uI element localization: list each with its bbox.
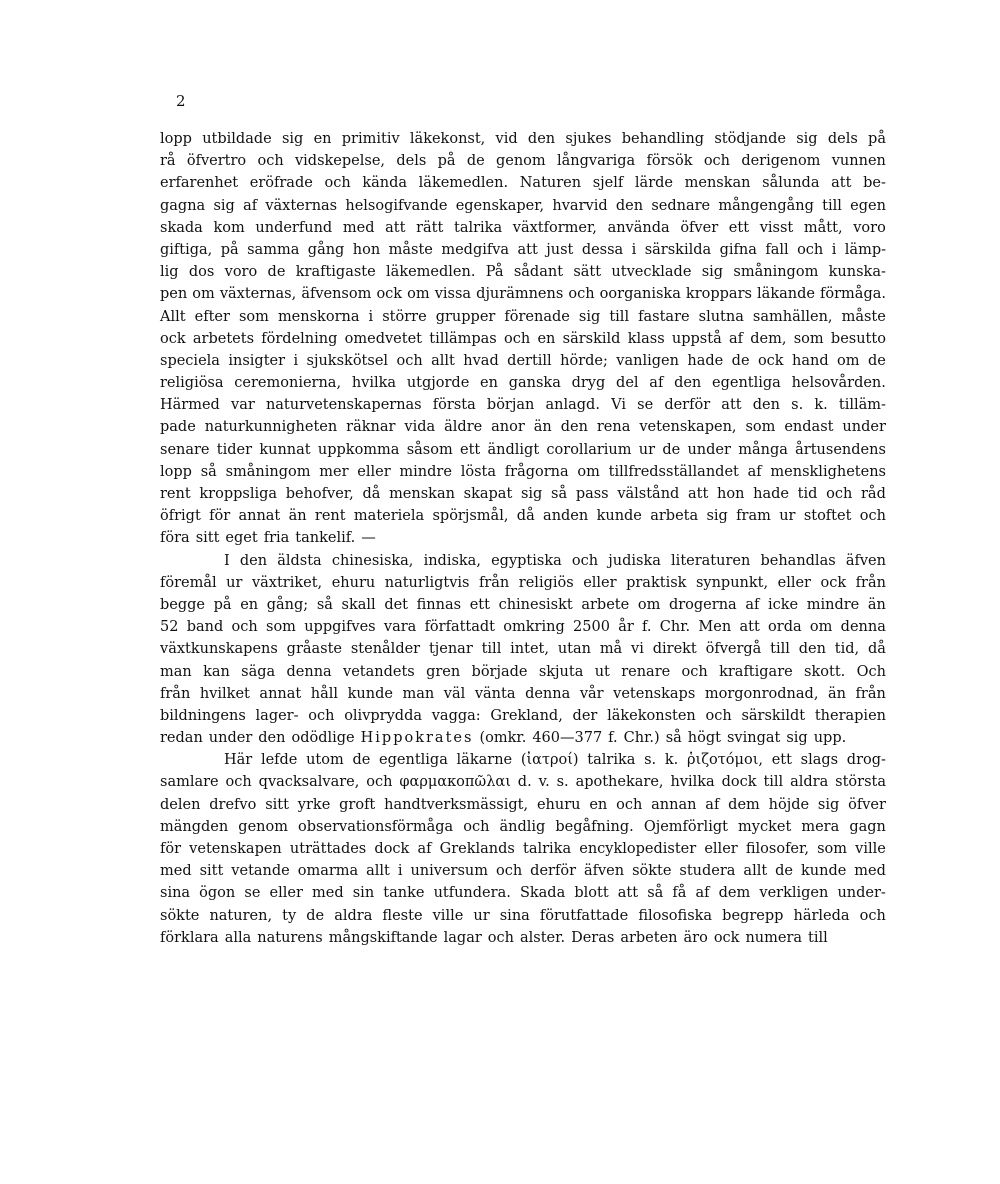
- text-line: delen drefvo sitt yrke groft handtverksmässigt, ehuru en och annan af dem höjde sig öfver: [160, 796, 886, 813]
- text-line: förklara alla naturens mångskiftande lagar och alster. Deras arbeten äro ock numera till: [160, 929, 828, 946]
- text-line: rå öfvertro och vidskepelse, dels på de genom långvariga försök och derigenom vunnen: [160, 153, 886, 170]
- text-line: ock arbetets fördelning omedvetet tillämpas och en särskild klass uppstå af dem, som besutto: [160, 330, 886, 347]
- text-line: giftiga, på samma gång hon måste medgifva att just dessa i särskilda gifna fall och i lämp-: [160, 241, 886, 258]
- text-line: Allt efter som menskorna i större grupper förenade sig till fastare slutna samhällen, måste: [160, 308, 886, 325]
- text-line: från hvilket annat håll kunde man väl vänta denna vår vetenskaps morgonrodnad, än från: [160, 685, 886, 702]
- text-line: religiösa ceremonierna, hvilka utgjorde en ganska dryg del af den egentliga helsovården.: [160, 375, 886, 392]
- text-body: [160, 128, 886, 949]
- text-line: med sitt vetande omarma allt i universum och derför äfven sökte studera allt de kunde med: [160, 863, 886, 880]
- text-line: öfrigt för annat än rent materiela spörjsmål, då anden kunde arbeta sig fram ur stoftet och: [160, 508, 886, 525]
- text-line: speciela insigter i sjukskötsel och allt hvad dertill hörde; vanligen hade de ock hand om de: [160, 352, 886, 369]
- paragraph-2: [160, 550, 886, 750]
- text-line: föremål ur växtriket, ehuru naturligtvis från religiös eller praktisk synpunkt, eller ock från: [160, 574, 886, 591]
- text-line: lopp utbildade sig en primitiv läkekonst, vid den sjukes behandling stödjande sig dels på: [160, 131, 886, 147]
- text-line: Här lefde utom de egentliga läkarne (ἰατροί) talrika s. k. ῥιζοτόμοι, ett slags drog-: [224, 752, 886, 769]
- text-line: skada kom underfund med att rätt talrika växtformer, använda öfver ett visst mått, voro: [160, 219, 886, 236]
- text-line: pen om växternas, äfvensom ock om vissa djurämnens och oorganiska kroppars läkande förmåga.: [160, 286, 886, 303]
- text-line: pade naturkunnigheten räknar vida äldre anor än den rena vetenskapen, som endast under: [160, 419, 886, 436]
- text-line: sina ögon se eller med sin tanke utfundera. Skada blott att så få af dem verkligen under-: [160, 885, 886, 902]
- text-line: gagna sig af växternas helsogifvande egenskaper, hvarvid den sednare mångengång till egen: [160, 197, 886, 214]
- text-line: lig dos voro de kraftigaste läkemedlen. På sådant sätt utvecklade sig småningom kunska-: [160, 264, 886, 281]
- text-line: för vetenskapen uträttades dock af Greklands talrika encyklopedister eller filosofer, som ville: [160, 841, 886, 857]
- text-line: växtkunskapens gråaste stenålder tjenar till intet, utan må vi direkt öfvergå till den tid, då: [160, 641, 886, 658]
- text-line: erfarenhet eröfrade och kända läkemedlen. Naturen sjelf lärde menskan sålunda att be-: [160, 175, 886, 192]
- text-line: föra sitt eget fria tankelif. —: [160, 530, 376, 547]
- text-line: begge på en gång; så skall det finnas ett chinesiskt arbete om drogerna af icke mindre än: [160, 596, 886, 613]
- text-line: lopp så småningom mer eller mindre lösta frågorna om tillfredsställandet af mensklighetens: [160, 463, 886, 480]
- text-line: samlare och qvacksalvare, och φαρμακοπῶλαι d. v. s. apothekare, hvilka dock till aldra största: [160, 774, 886, 791]
- paragraph-1: [160, 128, 886, 550]
- page-number: 2: [176, 92, 186, 110]
- text-line: rent kroppsliga behofver, då menskan skapat sig så pass välstånd att hon hade tid och råd: [160, 486, 886, 502]
- paragraph-3: [160, 749, 886, 949]
- text-line: sökte naturen, ty de aldra fleste ville ur sina förutfattade filosofiska begrepp härleda och: [160, 907, 886, 924]
- text-line: Härmed var naturvetenskapernas första början anlagd. Vi se derför att den s. k. tilläm-: [160, 397, 886, 414]
- text-line: bildningens lager- och olivprydda vagga: Grekland, der läkekonsten och särskildt therapien: [160, 707, 886, 724]
- text-line: redan under den odödlige Hippokrates (omkr. 460—377 f. Chr.) så högt svingat sig upp.: [160, 730, 847, 747]
- text-line: senare tider kunnat uppkomma såsom ett ändligt corollarium ur de under många årtusendens: [160, 441, 886, 458]
- text-line: 52 band och som uppgifves vara författadt omkring 2500 år f. Chr. Men att orda om denna: [160, 619, 886, 636]
- text-line: man kan säga denna vetandets gren började skjuta ut renare och kraftigare skott. Och: [160, 663, 886, 680]
- text-line: I den äldsta chinesiska, indiska, egyptiska och judiska literaturen behandlas äfven: [224, 552, 886, 569]
- text-line: mängden genom observationsförmåga och ändlig begåfning. Ojemförligt mycket mera gagn: [160, 818, 886, 835]
